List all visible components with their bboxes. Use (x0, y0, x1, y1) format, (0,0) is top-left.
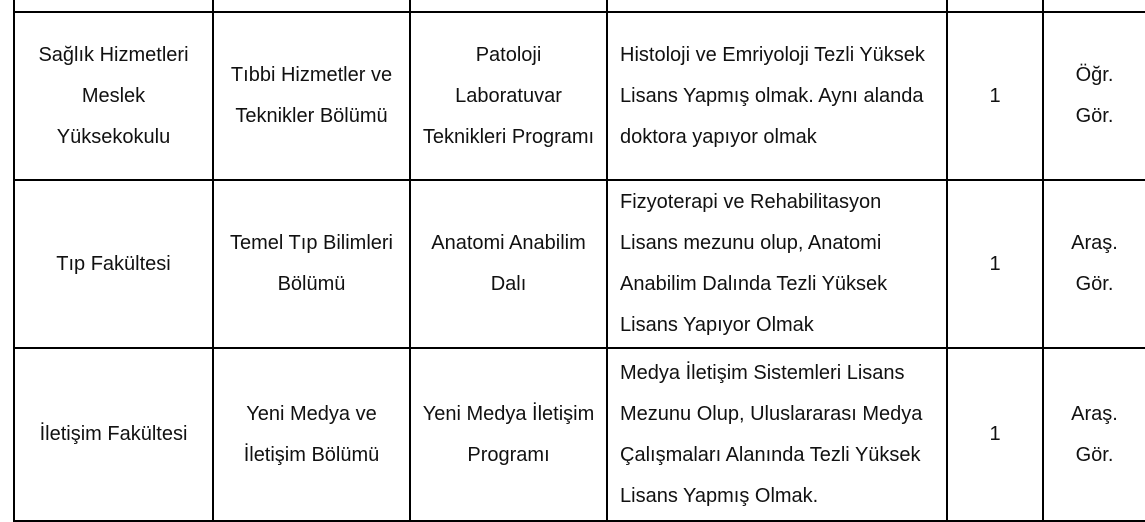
requirement-cell: Medya İletişim Sistemleri Lisans Mezunu Olup, Uluslararası Medya Çalışmaları Alanında Tezli Yüksek Lisans Yapmış Olmak. (607, 348, 947, 521)
program-cell: Yeni Medya İletişim Programı (410, 348, 607, 521)
table-cell (947, 0, 1043, 12)
positions-table (13, 0, 1145, 522)
count-cell: 1 (947, 180, 1043, 348)
requirement-cell: Fizyoterapi ve Rehabilitasyon Lisans mezunu olup, Anatomi Anabilim Dalında Tezli Yüksek Lisans Yapıyor Olmak (607, 180, 947, 348)
count-cell: 1 (947, 12, 1043, 180)
faculty-cell: Tıp Fakültesi (14, 180, 213, 348)
requirement-cell: Histoloji ve Emriyoloji Tezli Yüksek Lisans Yapmış olmak. Aynı alanda doktora yapıyor olmak (607, 12, 947, 180)
program-cell: Patoloji Laboratuvar Teknikleri Programı (410, 12, 607, 180)
department-cell: Tıbbi Hizmetler ve Teknikler Bölümü (213, 12, 410, 180)
table-row (14, 180, 1145, 348)
table-row (14, 12, 1145, 180)
faculty-cell: İletişim Fakültesi (14, 348, 213, 521)
table-cell (213, 0, 410, 12)
title-cell: Araş. Gör. (1043, 348, 1145, 521)
title-cell: Öğr. Gör. (1043, 12, 1145, 180)
faculty-cell: Sağlık Hizmetleri Meslek Yüksekokulu (14, 12, 213, 180)
count-cell: 1 (947, 348, 1043, 521)
table-row-cut-off (14, 0, 1145, 12)
department-cell: Yeni Medya ve İletişim Bölümü (213, 348, 410, 521)
table-cell (14, 0, 213, 12)
department-cell: Temel Tıp Bilimleri Bölümü (213, 180, 410, 348)
table-cell (607, 0, 947, 12)
table-cell (410, 0, 607, 12)
program-cell: Anatomi Anabilim Dalı (410, 180, 607, 348)
table-cell (1043, 0, 1145, 12)
table-row (14, 348, 1145, 521)
title-cell: Araş. Gör. (1043, 180, 1145, 348)
